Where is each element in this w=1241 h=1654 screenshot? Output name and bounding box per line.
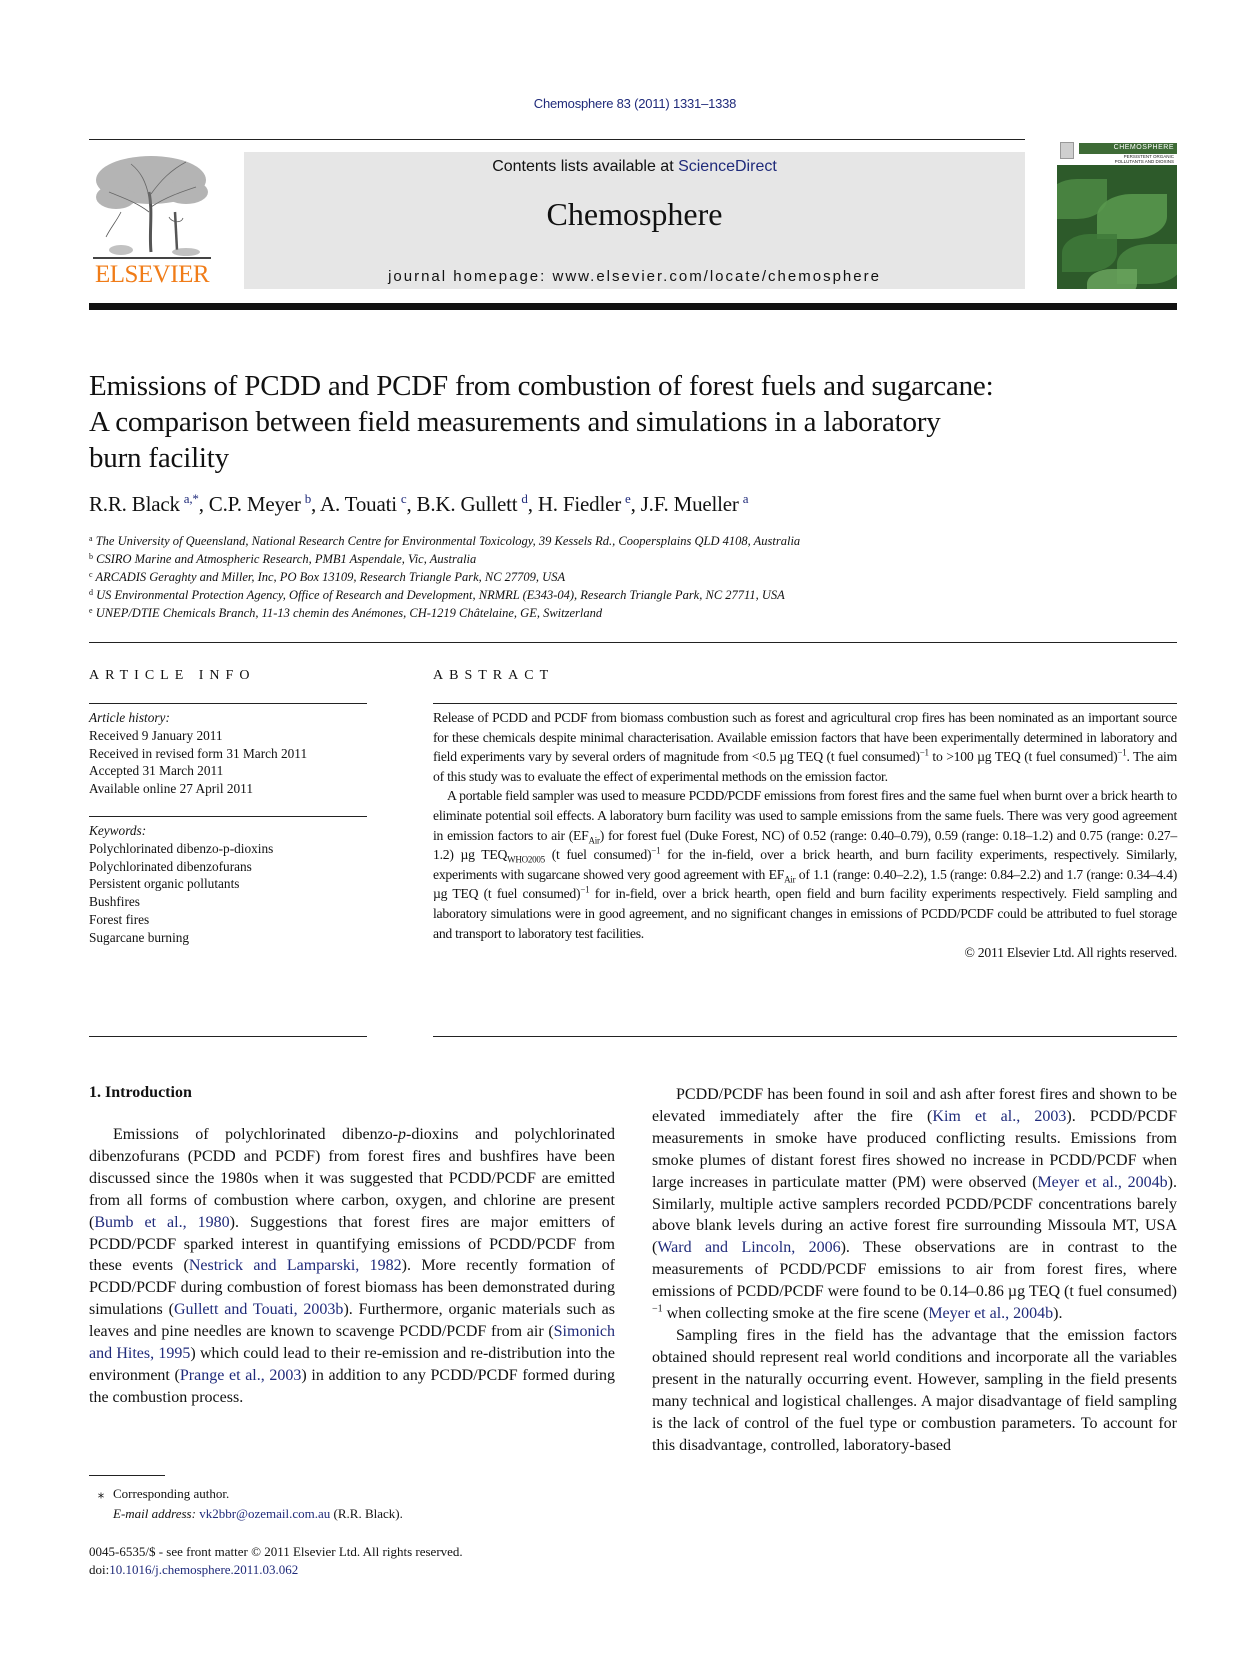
keyword: Bushfires [89,894,140,910]
author-affiliation-marker[interactable]: e [625,491,631,506]
affiliation-text: US Environmental Protection Agency, Office of Research and Development, NRMRL (E343-04), Research Triangle Park, NC 27711, USA [96,588,785,602]
elsevier-tree-icon [91,152,213,264]
text: Emissions of polychlorinated dibenzo- [113,1126,399,1143]
citation-link[interactable]: Nestrick and Lamparski, 1982 [188,1257,402,1275]
text: ) which could lead to their re-emission and re-distribution into the environment ( [89,1345,615,1384]
journal-title: Chemosphere [546,196,723,232]
keyword: Polychlorinated dibenzofurans [89,858,252,874]
keyword-text: Polychlorinated dibenzo-p-dioxins [89,840,274,856]
doi-link[interactable]: 10.1016/j.chemosphere.2011.03.062 [109,1562,299,1577]
text: when collecting smoke at the fire scene ( [662,1305,929,1323]
keywords-rule [89,816,367,817]
affiliation-key: a [89,534,93,543]
cover-subtitle [1115,155,1174,165]
cover-journal-name: CHEMOSPHERE [1113,144,1174,151]
author-name: C.P. Meyer [208,492,301,516]
text: of 1.1 (range: 0.40–2.2), 1.5 (range: 0.84–2.2) and 1.7 (range: 0.34–4.4) µg TEQ (t fuel consumed) [433,866,1178,902]
text: ). Suggestions that forest fires are major emitters of PCDD/PCDF sparked interest in quantifying emissions of PCDD/PCDF from these events ( [89,1213,615,1275]
author-name: J.F. Mueller [640,492,739,516]
citation-link[interactable]: Meyer et al., 2004b [928,1305,1054,1323]
history-label: Article history: [89,710,170,725]
asterisk-icon: ⁎ [97,1486,105,1501]
keyword: Sugarcane burning [89,929,190,945]
text: -dioxins and polychlorinated dibenzofurans (PCDD and PCDF) from forest fires and bushfires have been discussed since the 1980s when it was suggested that PCDD/PCDF are emitted from all forms of combustion where carbon, oxygen, and chlorine are present ( [89,1126,615,1231]
author [320,492,406,516]
article-info-heading: ARTICLE INFO [89,668,256,683]
abstract-copyright: © 2011 Elsevier Ltd. All rights reserved. [964,945,1177,961]
text: (t fuel consumed) [544,847,652,863]
email-label: E-mail address: [113,1506,200,1521]
text: to >100 µg TEQ (t fuel consumed) [928,749,1118,765]
keyword: Forest fires [89,911,150,927]
elsevier-logo[interactable] [89,150,215,292]
section-heading-introduction: 1. Introduction [89,1084,192,1101]
article-info-bottom-rule [89,1036,367,1037]
superscript: −1 [580,884,590,895]
history-item: Received 9 January 2011 [89,727,223,743]
text: PCDD/PCDF has been found in soil and ash after forest fires and shown to be elevated immediately after the fire ( [652,1086,1177,1125]
journal-masthead [244,152,1025,289]
journal-citation[interactable]: Chemosphere 83 (2011) 1331–1338 [533,96,737,111]
affiliation-key: b [89,552,93,561]
author-affiliation-marker[interactable]: a,* [183,491,199,506]
article-history [89,709,307,798]
footnote-line [89,1484,403,1504]
history-item: Available online 27 April 2011 [89,781,253,797]
cover-leaf [1097,194,1167,239]
author [89,492,199,516]
citation-link[interactable]: Simonich and Hites, 1995 [89,1323,615,1363]
cover-leaf [1087,269,1137,289]
abstract-bottom-rule [433,1036,1177,1037]
journal-cover-thumbnail[interactable] [1057,139,1177,289]
contents-prefix: Contents lists available at [492,158,679,175]
citation-link[interactable]: Meyer et al., 2004b [1037,1173,1168,1191]
abstract-paragraph [433,786,1177,943]
history-item: Received in revised form 31 March 2011 [89,745,308,761]
footnote-rule [89,1475,165,1476]
text: ). PCDD/PCDF measurements in smoke have produced conflicting results. Emissions from smoke plumes of distant forest fires showed no increase in PCDD/PCDF when large increases in particulate matter (PM) were observed ( [652,1107,1177,1191]
issn-line: 0045-6535/$ - see front matter © 2011 Elsevier Ltd. All rights reserved. [89,1544,463,1559]
affiliation-text: The University of Queensland, National Research Centre for Environmental Toxicology, 39 Kessels Rd., Coopersplains QLD 4108, Australia [95,534,801,548]
author [417,492,528,516]
text: A portable field sampler was used to measure PCDD/PCDF emissions from forest fires and the same fuel when burnt over a brick hearth to eliminate potential soil effects. A laboratory burn facility was used to sample emissions from the same fuels. There was very good agreement in emission factors to air (EF [433,788,1177,843]
text: ). These observations are in contrast to the measurements of PCDD/PCDF emissions to air from forest fires, where emissions of PCDD/PCDF were found to be 0.14–0.86 µg TEQ (t fuel consumed) [652,1239,1177,1301]
superscript: −1 [919,747,929,758]
text: ). More recently formation of PCDD/PCDF during combustion of forest biomass has been demonstrated during simulations ( [89,1257,615,1319]
cover-subtitle-line: PERSISTENT ORGANIC [1123,154,1174,159]
citation-link[interactable]: Prange et al., 2003 [179,1366,302,1384]
superscript: −1 [652,1303,663,1315]
keyword: Persistent organic pollutants [89,876,240,892]
text: ). [1053,1305,1063,1323]
body-paragraph [89,1124,615,1409]
text: ) in addition to any PCDD/PCDF formed during the combustion process. [89,1366,615,1406]
doi-line [89,1561,463,1579]
cover-leaf [1062,234,1117,272]
journal-homepage[interactable]: journal homepage: www.elsevier.com/locate/chemosphere [388,268,881,285]
footnote-text: (R.R. Black). [330,1506,403,1521]
citation-link[interactable]: Bumb et al., 1980 [94,1213,230,1231]
citation-link[interactable]: Ward and Lincoln, 2006 [657,1239,841,1257]
abstract-paragraph [433,708,1177,786]
section-divider [89,642,1177,643]
affiliation-text: UNEP/DTIE Chemicals Branch, 11-13 chemin des Anémones, CH-1219 Châtelaine, GE, Switzerland [95,606,603,620]
affiliations [89,532,800,622]
abstract-rule [433,703,1177,704]
body-column-left [89,1124,615,1409]
text: Release of PCDD and PCDF from biomass combustion such as forest and agricultural crop fires has been nominated as an important source for these chemicals despite minimal characterisation. Available emission factors that have been experimentally determined in laboratory and field experiments vary by several orders of magnitude from <0.5 µg TEQ (t fuel consumed) [433,710,1177,765]
text: ). Similarly, multiple active samplers recorded PCDD/PCDF concentrations barely above blank levels during an active forest fire surrounding Missoula MT, USA ( [652,1173,1177,1257]
affiliation [89,604,800,622]
doi-prefix: doi: [89,1562,110,1577]
citation-link[interactable]: Gullett and Touati, 2003b [173,1301,344,1319]
affiliation-text: ARCADIS Geraghty and Miller, Inc, PO Box 13109, Research Triangle Park, NC 27709, USA [95,570,566,584]
body-paragraph: Sampling fires in the field has the advantage that the emission factors obtained should represent real world conditions and incorporate all the variables present in the naturally occurring event. However, sampling in the field presents many technical and logistical challenges. A major disadvantage of field sampling is the lack of control of the fuel type or combustion parameters. To account for this disadvantage, controlled, laboratory-based [652,1326,1177,1454]
article-title [89,368,1179,476]
corresponding-author-footnote [89,1484,403,1524]
affiliation [89,568,800,586]
title-line: burn facility [89,442,229,474]
subscript: Air [588,835,600,846]
body-paragraph [652,1084,1177,1325]
cover-elsevier-mini-logo [1060,142,1074,159]
title-line: Emissions of PCDD and PCDF from combustion of forest fuels and sugarcane: [89,370,994,402]
affiliation [89,586,800,604]
keywords-label: Keywords: [89,823,147,838]
author-name: H. Fiedler [537,492,621,516]
subscript: Air [784,874,796,885]
footnote-text: Corresponding author. [113,1486,230,1501]
affiliation-key: e [89,606,93,615]
history-item: Accepted 31 March 2011 [89,763,224,779]
author [538,492,631,516]
affiliation [89,532,800,550]
affiliation-key: c [89,570,93,579]
author-name: B.K. Gullett [416,492,518,516]
text: for the in-field, over a brick hearth, and burn facility experiments, respectively. Similarly, experiments with sugarcane showed very good agreement with EF [433,847,1177,882]
author-name: R.R. Black [89,492,180,516]
superscript: −1 [651,845,661,856]
contents-available [244,158,1025,176]
keywords [89,822,273,947]
author-affiliation-marker[interactable]: c [400,491,407,506]
header-thick-rule [89,303,1177,310]
footnote-line [89,1504,403,1524]
abstract-heading: ABSTRACT [433,668,555,683]
author-affiliation-marker[interactable]: b [304,491,312,506]
author-affiliation-marker[interactable]: a [742,491,749,506]
affiliation [89,550,800,568]
abstract-body [433,708,1177,963]
keyword [89,840,273,858]
sciencedirect-link[interactable]: ScienceDirect [678,158,777,175]
author [641,492,749,516]
citation-link[interactable]: Kim et al., 2003 [932,1107,1067,1125]
text: ). Furthermore, organic materials such as leaves and pine needles are known to scavenge PCDD/PCDF from air ( [89,1301,615,1341]
front-matter [89,1543,463,1579]
text: ) for forest fuel (Duke Forest, NC) of 0.52 (range: 0.40–0.79), 0.59 (range: 0.18–1.2) and 0.75 (range: 0.27–1.2) µg TEQ [433,827,1177,863]
elsevier-wordmark: ELSEVIER [94,261,210,288]
article-info-rule [89,703,367,704]
email-link[interactable]: vk2bbr@ozemail.com.au [199,1506,331,1521]
author [209,492,311,516]
author-name: A. Touati [320,492,397,516]
affiliation-key: d [89,588,93,597]
title-line: A comparison between field measurements and simulations in a laboratory [89,406,941,438]
text: . The aim of this study was to evaluate the effect of experimental methods on the emission factor. [433,749,1177,784]
text-italic: p [398,1126,407,1143]
author-affiliation-marker[interactable]: d [521,491,528,506]
superscript: −1 [1117,747,1127,758]
top-rule [89,139,1025,140]
affiliation-text: CSIRO Marine and Atmospheric Research, PMB1 Aspendale, Vic, Australia [96,552,477,566]
text: for in-field, over a brick hearth, open field and burn facility experiments respectively. Field sampling and laboratory simulations were in good agreement, and no significant changes in emissions of PCDD/PCDF could be attributed to fuel storage and transport to laboratory test facilities. [433,886,1177,941]
cover-subtitle-line: POLLUTANTS AND DIOXINS [1114,158,1174,164]
subscript: WHO2005 [507,854,545,865]
body-column-right [652,1084,1177,1456]
author-list: R.R. Black $^{a,*}$, C.P. Meyer $^b$, A. Touati $^c$, B.K. Gullett $^d$, H. Fiedler $^e$, J.F. Mueller $^a$ [89,491,749,516]
